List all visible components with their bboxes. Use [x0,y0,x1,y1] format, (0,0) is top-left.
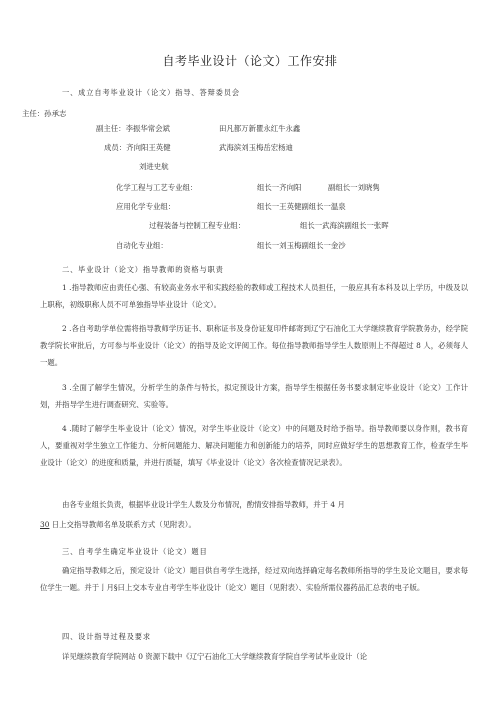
members-label: 成员：齐向阳王英健 [104,143,171,152]
group-name: 自动化专业组： [116,241,168,250]
paragraph: 确定指导教师之后，预定设计（论文）题目供自考学生选择，经过双向选择确定每名教师所指导的学生及论文题目，要求每位学生一题。并于亅月§曰上交本专业自考学生毕业设计（论文）题目（见附表）、实验所需仪器药品汇总表的电子版。 [40,566,468,592]
group-leader: 组长一武海滨副组长一张晖 [300,221,389,230]
underlined-date: 30 [40,520,50,529]
members-names: 武海滨刘玉梅岳宏杨迪 [219,143,293,152]
vice-chair-label: 副主任：李振华常会斌 [96,124,170,133]
members-last: 刘进史航 [139,162,169,171]
paragraph-text: 日上交指导教师名单及联系方式（见附表）。 [49,520,196,529]
group-leader: 组长一王英健副组长一温泉 [257,202,346,211]
group-leader: 组长一刘玉梅副组长一金沙 [257,241,346,250]
paragraph: 由各专业组长负责，根据毕业设计学生人数及分布情况，酌情安排指导教师，并于 4 月 [62,500,345,509]
paragraph: 2 .各自考助学单位需将指导教师学历证书、职称证书及身份证复印件邮寄到辽宁石油化工大学继续教育学院教务办，经学院教学院长审批后，方可参与毕业设计（论文）的指导及论文评阅工作。每位指导教师指导学生人数原则上不得超过 8 人，必须每人一题。 [40,324,468,367]
section-heading-2: 二、毕业设计（论文）指导教师的资格与职责 [62,265,224,274]
group-name: 过程装备与控制工程专业组： [149,221,246,230]
group-leader: 组长一齐向阳 [257,183,302,192]
group-name: 化学工程与工艺专业组： [116,183,198,192]
chair-line: 主任：孙承志 [22,109,67,118]
group-name: 应用化学专业组： [116,202,176,211]
section-heading-3: 三、自考学生确定毕业设计（论文）题目 [62,547,208,556]
page-title: 自考毕业设计（论文）工作安排 [162,54,338,68]
section-heading-1: 一、成立自考毕业设计（论文）指导、答辩委员会 [62,88,240,97]
paragraph: 4 .随时了解学生毕业设计（论文）情况，对学生毕业设计（论文）中的问题及时给予指导。指导教师要以身作则，教书育人，要重视对学生独立工作能力、分析问题能力、解决问题能力和创新能力的培养，同时应做好学生的思想教育工作，检查学生毕业设计（论文）的进度和质量，并进行质疑，填写《毕业设计（论文）各次检查情况记录表》。 [40,424,468,467]
group-deputy: 副组长一刘晓隽 [328,183,380,192]
vice-chair-names: 田凡都万新瞿永红牛永鑫 [219,124,301,133]
paragraph: 详见继续教育学院网站 0 资源下载中《辽宁石油化工大学继续教育学院自学考试毕业设计（论 [62,652,368,661]
section-heading-4: 四、设计指导过程及要求 [62,632,151,641]
paragraph: 3 .全面了解学生情况，分析学生的条件与特长，拟定预设计方案，指导学生根据任务书要求制定毕业设计（论文）工作计划，并指导学生进行调查研究、实验等。 [40,383,468,409]
paragraph: 1 .指导教师应由责任心强、有较高业务水平和实践经验的教师或工程技术人员担任，一般应具有本科及以上学历，中级及以上职称，初级职称人员不可单独指导毕业设计（论文）。 [40,283,468,309]
paragraph-continuation [40,516,468,533]
